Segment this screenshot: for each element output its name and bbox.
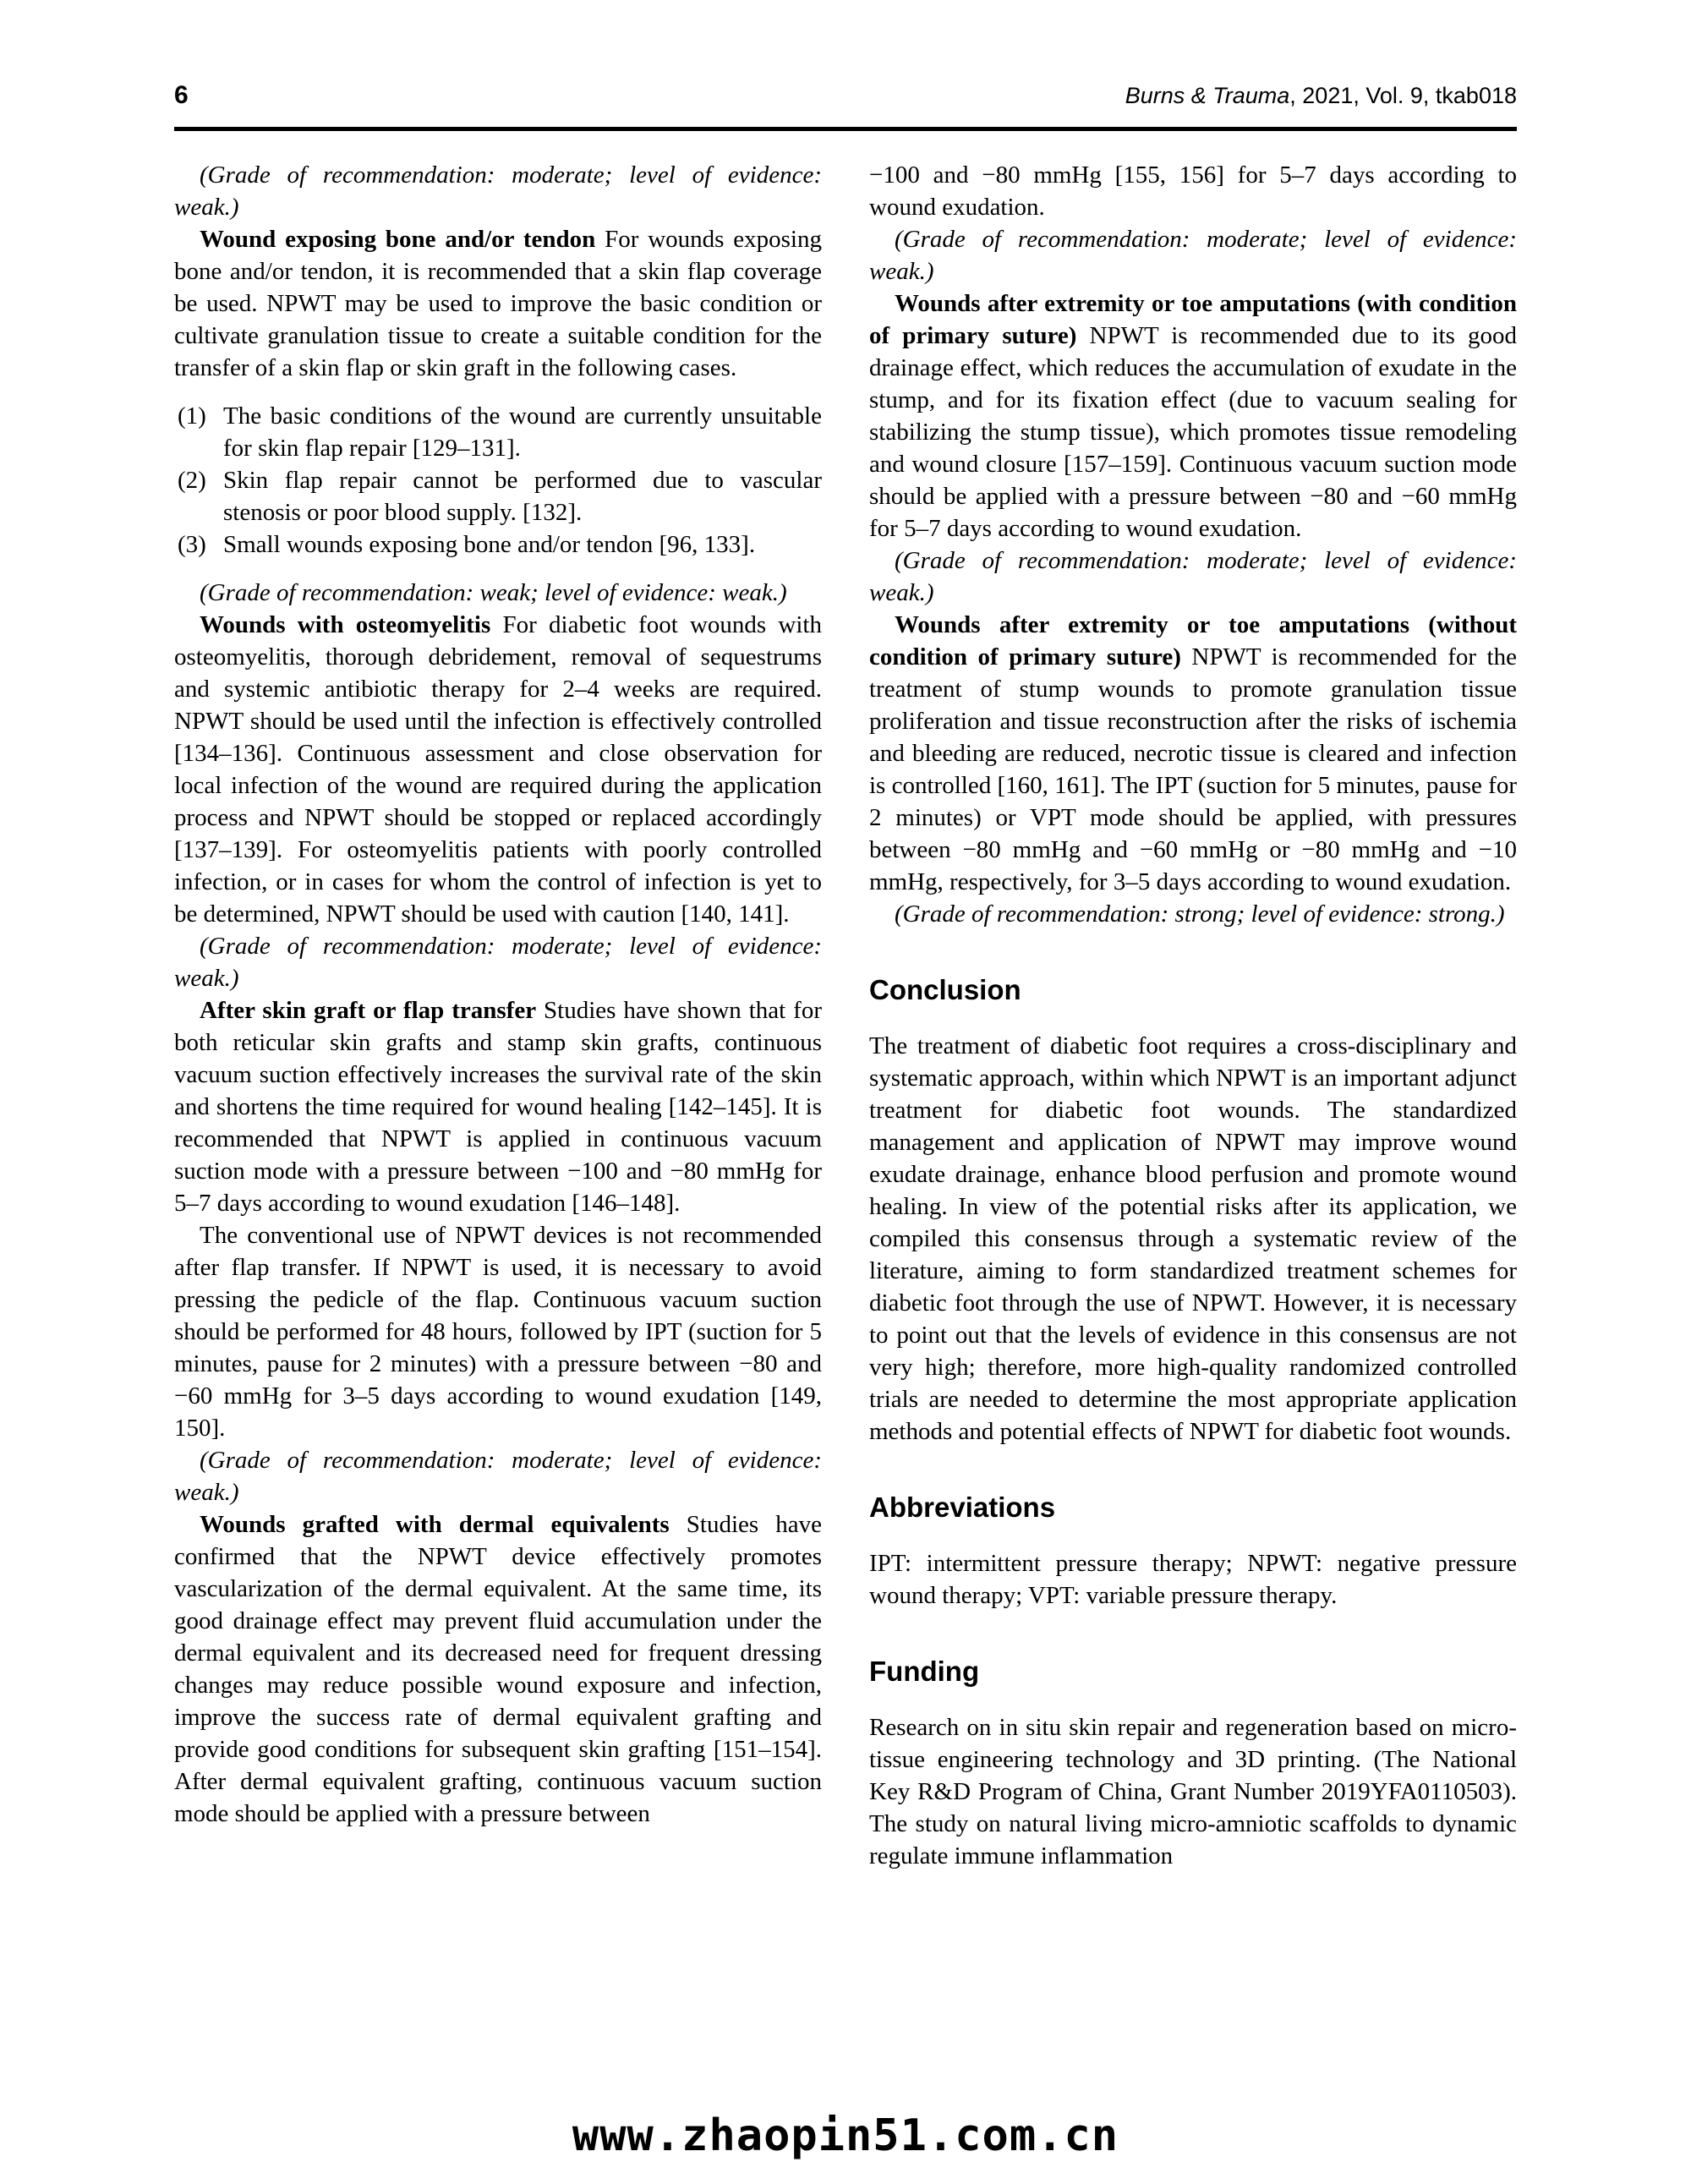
- run-in-heading: Wounds after extremity or toe amputations (with condition of primary suture): [869, 290, 1517, 349]
- grade-note-text: (Grade of recommendation: strong; level of evidence: strong.): [895, 900, 1505, 928]
- section-heading: Funding: [869, 1656, 980, 1687]
- body-text-run: IPT: intermittent pressure therapy; NPWT: negative pressure wound therapy; VPT: variable pressure therapy.: [869, 1550, 1517, 1609]
- grade-note-text: (Grade of recommendation: weak; level of evidence: weak.): [200, 579, 787, 606]
- body-text-run: For wounds exposing bone and/or tendon, it is recommended that a skin flap coverage be used. NPWT may be used to improve the basic condition or cultivate granulation tissue to create a suitable condition for the transfer of a skin flap or skin graft in the following cases.: [174, 226, 822, 381]
- grade-note-text: (Grade of recommendation: moderate; level of evidence: weak.): [174, 933, 822, 992]
- list-item: [174, 400, 822, 464]
- paragraph: [869, 1711, 1517, 1872]
- body-text-run: Small wounds exposing bone and/or tendon [96, 133].: [223, 531, 756, 558]
- paragraph: [174, 577, 822, 609]
- paragraph: [174, 994, 822, 1219]
- paragraph: [869, 159, 1517, 223]
- grade-note-text: (Grade of recommendation: moderate; level of evidence: weak.): [869, 226, 1517, 285]
- journal-meta: , 2021, Vol. 9, tkab018: [1289, 83, 1517, 108]
- body-text-run: NPWT is recommended due to its good drainage effect, which reduces the accumulation of exudate in the stump, and for its fixation effect (due to vacuum sealing for stabilizing the stump tissue), which promotes tissue remodeling and wound closure [157–159]. Continuous vacuum suction mode should be applied with a pressure between −80 and −60 mmHg for 5–7 days according to wound exudation.: [869, 322, 1518, 542]
- run-in-heading: Wounds grafted with dermal equivalents: [200, 1511, 670, 1538]
- grade-note-text: (Grade of recommendation: moderate; level of evidence: weak.): [174, 161, 822, 221]
- watermark: www.zhaopin51.com.cn: [572, 2110, 1119, 2161]
- body-text-run: −100 and −80 mmHg [155, 156] for 5–7 days according to wound exudation.: [869, 161, 1517, 221]
- paragraph: [174, 1444, 822, 1508]
- paragraph: [174, 1508, 822, 1830]
- body-text-run: Skin flap repair cannot be performed due to vascular stenosis or poor blood supply. [132].: [223, 467, 822, 526]
- body-text-run: The treatment of diabetic foot requires a cross-disciplinary and systematic approach, within which NPWT is an important adjunct treatment for diabetic foot wounds. The standardized management and application of NPWT may improve wound exudate drainage, enhance blood perfusion and promote wound healing. In view of the potential risks after its application, we compiled this consensus through a systematic review of the literature, aiming to form standardized treatment schemes for diabetic foot through the use of NPWT. However, it is necessary to point out that the levels of evidence in this consensus are not very high; therefore, more high-quality randomized controlled trials are needed to determine the most appropriate application methods and potential effects of NPWT for diabetic foot wounds.: [869, 1032, 1517, 1445]
- paragraph: [869, 1547, 1517, 1612]
- paragraph: [174, 609, 822, 930]
- body-text-run: Studies have confirmed that the NPWT device effectively promotes vascularization of the dermal equivalent. At the same time, its good drainage effect may prevent fluid accumulation under the dermal equivalent and its decreased need for frequent dressing changes may reduce possible wound exposure and infection, improve the success rate of dermal equivalent grafting and provide good conditions for subsequent skin grafting [151–154]. After dermal equivalent grafting, continuous vacuum suction mode should be applied with a pressure between: [174, 1511, 822, 1827]
- journal-title: Burns & Trauma: [1125, 83, 1290, 108]
- two-column-body: [174, 159, 1517, 1872]
- header-rule: [174, 127, 1517, 131]
- list-item: [174, 464, 822, 528]
- run-in-heading: Wounds after extremity or toe amputations (without condition of primary suture): [869, 611, 1517, 671]
- body-text-run: The conventional use of NPWT devices is not recommended after flap transfer. If NPWT is used, it is necessary to avoid pressing the pedicle of the flap. Continuous vacuum suction should be performed for 48 hours, followed by IPT (suction for 5 minutes, pause for 2 minutes) with a pressure between −80 and −60 mmHg for 3–5 days according to wound exudation [149, 150].: [174, 1222, 822, 1442]
- page-number: 6: [174, 81, 189, 109]
- journal-reference: [1125, 83, 1517, 109]
- body-text-run: The basic conditions of the wound are currently unsuitable for skin flap repair [129–131].: [223, 402, 822, 462]
- list-item-number: (1): [178, 402, 206, 430]
- grade-note-text: (Grade of recommendation: moderate; level of evidence: weak.): [869, 547, 1517, 606]
- paragraph: [869, 898, 1517, 930]
- paragraph: [174, 1219, 822, 1444]
- section-heading: Abbreviations: [869, 1492, 1056, 1523]
- numbered-list: [174, 400, 822, 561]
- paragraph: [869, 287, 1517, 545]
- right-column: [869, 159, 1517, 1872]
- run-in-heading: Wounds with osteomyelitis: [200, 611, 491, 638]
- paragraph: [869, 545, 1517, 609]
- body-text-run: NPWT is recommended for the treatment of stump wounds to promote granulation tissue proliferation and tissue reconstruction after the risks of ischemia and bleeding are reduced, necrotic tissue is cleared and infection is controlled [160, 161]. The IPT (suction for 5 minutes, pause for 2 minutes) or VPT mode should be applied, with pressures between −80 mmHg and −60 mmHg or −80 mmHg and −10 mmHg, respectively, for 3–5 days according to wound exudation.: [869, 643, 1517, 895]
- list-item-number: (3): [178, 531, 206, 558]
- list-item-number: (2): [178, 467, 206, 494]
- page-header: [174, 81, 1517, 110]
- body-text-run: Studies have shown that for both reticular skin grafts and stamp skin grafts, continuous vacuum suction effectively increases the survival rate of the skin and shortens the time required for wound healing [142–145]. It is recommended that NPWT is applied in continuous vacuum suction mode with a pressure between −100 and −80 mmHg for 5–7 days according to wound exudation [146–148].: [174, 997, 822, 1217]
- paragraph: [174, 223, 822, 384]
- paragraph: [174, 159, 822, 223]
- run-in-heading: Wound exposing bone and/or tendon: [200, 226, 596, 253]
- paragraph: [869, 609, 1517, 898]
- grade-note-text: (Grade of recommendation: moderate; level of evidence: weak.): [174, 1447, 822, 1506]
- paragraph: [869, 223, 1517, 287]
- section-heading: Conclusion: [869, 974, 1021, 1005]
- paragraph: [869, 1030, 1517, 1448]
- body-text-run: For diabetic foot wounds with osteomyelitis, thorough debridement, removal of sequestrums and systemic antibiotic therapy for 2–4 weeks are required. NPWT should be used until the infection is effectively controlled [134–136]. Continuous assessment and close observation for local infection of the wound are required during the application process and NPWT should be stopped or replaced accordingly [137–139]. For osteomyelitis patients with poorly controlled infection, or in cases for whom the control of infection is yet to be determined, NPWT should be used with caution [140, 141].: [174, 611, 822, 928]
- paragraph: [174, 930, 822, 994]
- run-in-heading: After skin graft or flap transfer: [200, 997, 537, 1024]
- body-text-run: Research on in situ skin repair and regeneration based on micro-tissue engineering technology and 3D printing. (The National Key R&D Program of China, Grant Number 2019YFA0110503). The study on natural living micro-amniotic scaffolds to dynamic regulate immune inflammation: [869, 1714, 1517, 1869]
- list-item: [174, 528, 822, 561]
- left-column: [174, 159, 822, 1872]
